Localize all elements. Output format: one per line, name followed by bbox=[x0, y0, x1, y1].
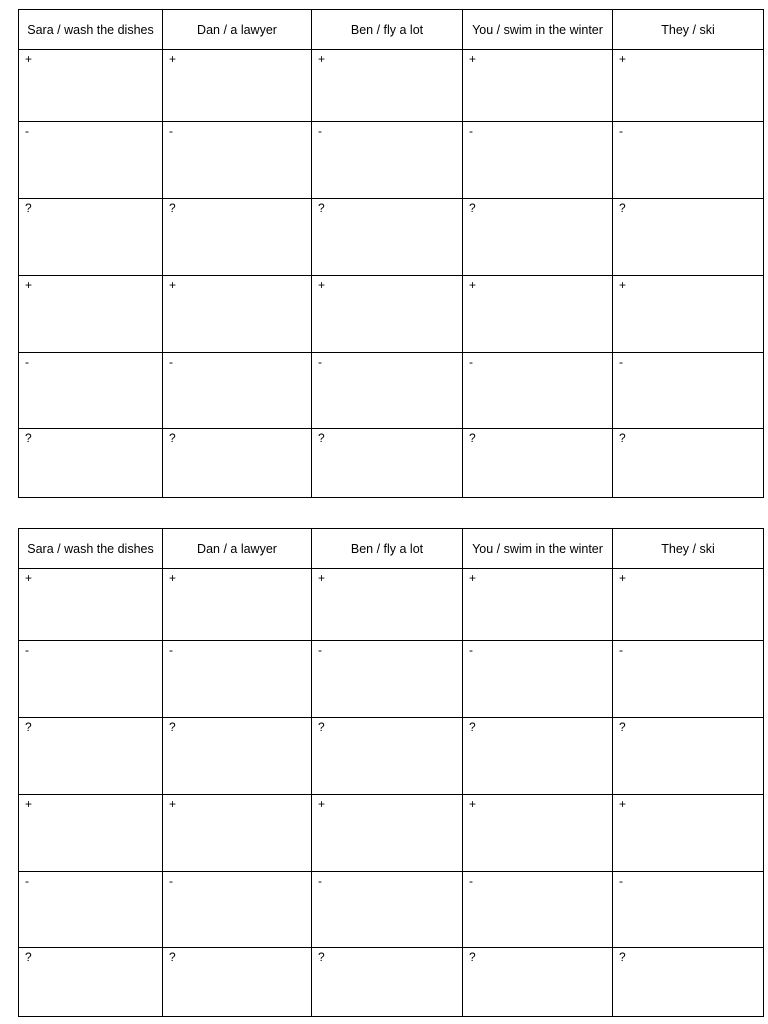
answer-cell[interactable]: ? bbox=[312, 199, 463, 276]
answer-cell[interactable]: + bbox=[163, 569, 312, 641]
answer-cell[interactable]: + bbox=[463, 50, 613, 122]
header-cell: You / swim in the winter bbox=[463, 10, 613, 50]
answer-cell[interactable]: + bbox=[312, 569, 463, 641]
answer-cell[interactable]: ? bbox=[463, 948, 613, 1017]
answer-cell[interactable]: ? bbox=[463, 429, 613, 498]
answer-cell[interactable]: - bbox=[312, 122, 463, 199]
header-cell: Ben / fly a lot bbox=[312, 529, 463, 569]
answer-cell[interactable]: - bbox=[163, 641, 312, 718]
table-row bbox=[19, 569, 764, 641]
table-row bbox=[19, 276, 764, 353]
answer-cell[interactable]: + bbox=[163, 795, 312, 872]
answer-cell[interactable]: - bbox=[463, 641, 613, 718]
answer-cell[interactable]: - bbox=[19, 122, 163, 199]
header-row bbox=[19, 10, 764, 50]
answer-cell[interactable]: + bbox=[613, 276, 764, 353]
answer-cell[interactable]: ? bbox=[19, 199, 163, 276]
answer-cell[interactable]: + bbox=[19, 795, 163, 872]
answer-cell[interactable]: ? bbox=[463, 718, 613, 795]
answer-cell[interactable]: + bbox=[19, 276, 163, 353]
answer-cell[interactable]: ? bbox=[613, 718, 764, 795]
table-row bbox=[19, 429, 764, 498]
answer-cell[interactable]: + bbox=[163, 276, 312, 353]
answer-cell[interactable]: + bbox=[463, 276, 613, 353]
answer-cell[interactable]: - bbox=[163, 122, 312, 199]
answer-cell[interactable]: ? bbox=[613, 948, 764, 1017]
answer-cell[interactable]: ? bbox=[19, 948, 163, 1017]
table-row bbox=[19, 122, 764, 199]
header-cell: Dan / a lawyer bbox=[163, 529, 312, 569]
header-cell: Dan / a lawyer bbox=[163, 10, 312, 50]
header-row bbox=[19, 529, 764, 569]
header-cell: Sara / wash the dishes bbox=[19, 529, 163, 569]
answer-cell[interactable]: - bbox=[613, 872, 764, 948]
answer-cell[interactable]: ? bbox=[312, 429, 463, 498]
answer-cell[interactable]: + bbox=[463, 569, 613, 641]
answer-cell[interactable]: - bbox=[463, 122, 613, 199]
answer-cell[interactable]: ? bbox=[312, 718, 463, 795]
answer-cell[interactable]: - bbox=[163, 872, 312, 948]
answer-cell[interactable]: - bbox=[613, 122, 764, 199]
answer-cell[interactable]: - bbox=[19, 872, 163, 948]
answer-cell[interactable]: - bbox=[312, 641, 463, 718]
answer-cell[interactable]: ? bbox=[163, 199, 312, 276]
answer-cell[interactable]: + bbox=[163, 50, 312, 122]
answer-cell[interactable]: - bbox=[312, 353, 463, 429]
table-row bbox=[19, 795, 764, 872]
answer-cell[interactable]: + bbox=[613, 50, 764, 122]
answer-cell[interactable]: - bbox=[19, 353, 163, 429]
header-cell: They / ski bbox=[613, 529, 764, 569]
answer-cell[interactable]: ? bbox=[19, 429, 163, 498]
answer-cell[interactable]: + bbox=[463, 795, 613, 872]
answer-cell[interactable]: - bbox=[312, 872, 463, 948]
table-row bbox=[19, 353, 764, 429]
answer-cell[interactable]: - bbox=[163, 353, 312, 429]
answer-cell[interactable]: ? bbox=[163, 429, 312, 498]
table-row bbox=[19, 718, 764, 795]
answer-cell[interactable]: ? bbox=[19, 718, 163, 795]
answer-cell[interactable]: ? bbox=[163, 948, 312, 1017]
table-row bbox=[19, 872, 764, 948]
header-cell: Sara / wash the dishes bbox=[19, 10, 163, 50]
header-cell: Ben / fly a lot bbox=[312, 10, 463, 50]
worksheet-table-2 bbox=[18, 528, 764, 1017]
answer-cell[interactable]: ? bbox=[613, 429, 764, 498]
worksheet-table-1 bbox=[18, 9, 764, 498]
header-cell: They / ski bbox=[613, 10, 764, 50]
answer-cell[interactable]: ? bbox=[463, 199, 613, 276]
answer-cell[interactable]: - bbox=[463, 872, 613, 948]
table-row bbox=[19, 199, 764, 276]
answer-cell[interactable]: ? bbox=[613, 199, 764, 276]
answer-cell[interactable]: + bbox=[19, 569, 163, 641]
answer-cell[interactable]: + bbox=[19, 50, 163, 122]
table-row bbox=[19, 948, 764, 1017]
answer-cell[interactable]: + bbox=[613, 569, 764, 641]
answer-cell[interactable]: - bbox=[463, 353, 613, 429]
answer-cell[interactable]: - bbox=[613, 353, 764, 429]
answer-cell[interactable]: + bbox=[613, 795, 764, 872]
header-cell: You / swim in the winter bbox=[463, 529, 613, 569]
answer-cell[interactable]: + bbox=[312, 50, 463, 122]
table-row bbox=[19, 50, 764, 122]
table-row bbox=[19, 641, 764, 718]
answer-cell[interactable]: - bbox=[613, 641, 764, 718]
answer-cell[interactable]: ? bbox=[163, 718, 312, 795]
answer-cell[interactable]: - bbox=[19, 641, 163, 718]
answer-cell[interactable]: + bbox=[312, 276, 463, 353]
answer-cell[interactable]: + bbox=[312, 795, 463, 872]
answer-cell[interactable]: ? bbox=[312, 948, 463, 1017]
